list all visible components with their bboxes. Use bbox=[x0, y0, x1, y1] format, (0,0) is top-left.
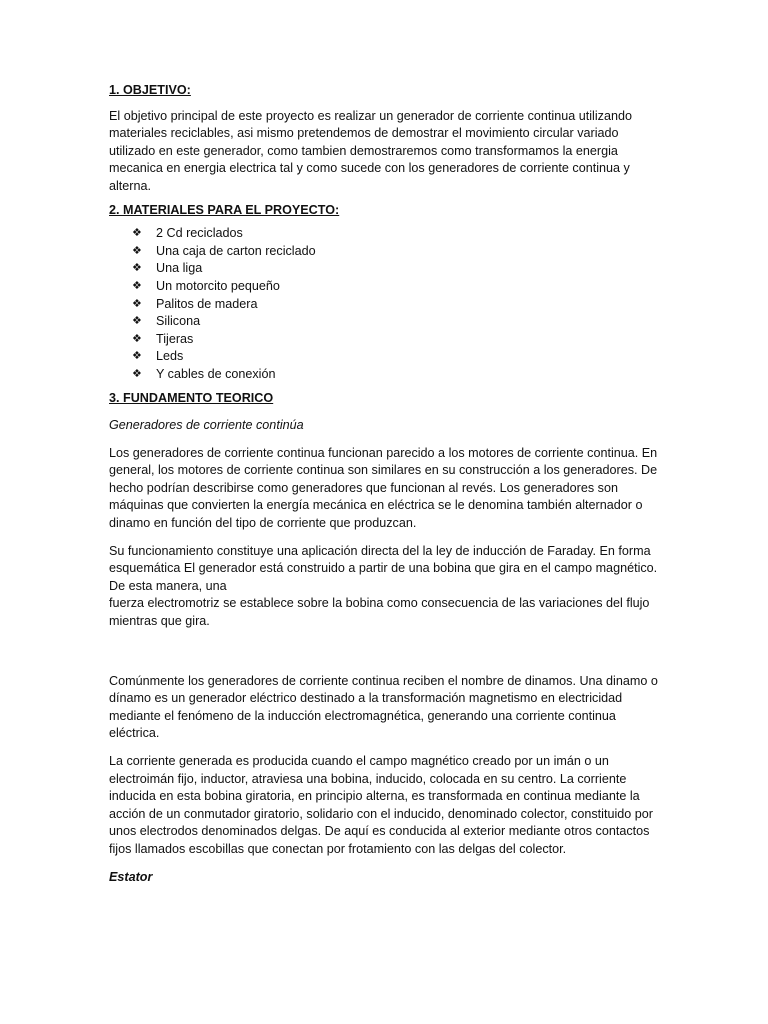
diamond-bullet-icon: ❖ bbox=[132, 315, 142, 328]
section-heading-fundamento: 3. FUNDAMENTO TEORICO bbox=[109, 390, 274, 405]
diamond-bullet-icon: ❖ bbox=[132, 244, 142, 257]
fundamento-paragraph-1: Los generadores de corriente continua funcionan parecido a los motores de corriente continua. En general, los motores de corriente continua son similares en su construcción a los generadores. De hecho podrían describirse como generadores que funcionan al revés. Los generadores son máquinas que convierten la energía mecánica en eléctrica se le denomina también alternador o dinamo en función del tipo de corriente que produzcan. bbox=[109, 445, 658, 531]
diamond-bullet-icon: ❖ bbox=[132, 350, 142, 363]
material-item bbox=[132, 366, 661, 384]
materials-list bbox=[109, 225, 661, 383]
material-item-label: 2 Cd reciclados bbox=[156, 226, 243, 241]
objetivo-paragraph: El objetivo principal de este proyecto es realizar un generador de corriente continua utilizando materiales reciclables, asi mismo pretendemos de demostrar el movimiento circular variado utilizado en este generador, como tambien demostraremos como transformamos la energia mecanica en energia electrica tal y como sucede con los generadores de corriente continua y alterna. bbox=[109, 108, 632, 193]
section-heading-objetivo: 1. OBJETIVO: bbox=[109, 83, 191, 97]
material-item bbox=[132, 243, 661, 261]
diamond-bullet-icon: ❖ bbox=[132, 367, 142, 380]
material-item-label: Silicona bbox=[156, 314, 201, 329]
material-item bbox=[132, 225, 661, 243]
document-page bbox=[109, 82, 661, 886]
fundamento-paragraph-3: Comúnmente los generadores de corriente continua reciben el nombre de dinamos. Una dinamo o dínamo es un generador eléctrico destinado a la transformación magnetismo en electricidad mediante el fenómeno de la inducción electromagnética, generando una corriente continua eléctrica. bbox=[109, 673, 658, 741]
material-item-label: Leds bbox=[156, 349, 184, 364]
diamond-bullet-icon: ❖ bbox=[132, 227, 142, 240]
material-item-label: Una caja de carton reciclado bbox=[156, 243, 316, 258]
diamond-bullet-icon: ❖ bbox=[132, 279, 142, 292]
diamond-bullet-icon: ❖ bbox=[132, 332, 142, 345]
material-item-label: Y cables de conexión bbox=[156, 366, 276, 381]
fundamento-paragraph-2a: Su funcionamiento constituye una aplicación directa del la ley de inducción de Faraday. En forma esquemática El generador está construido a partir de una bobina que gira en el campo magnético. De esta manera, una bbox=[109, 543, 658, 593]
subheading-generadores: Generadores de corriente continúa bbox=[109, 418, 304, 433]
material-item bbox=[132, 313, 661, 331]
section-heading-materiales: 2. MATERIALES PARA EL PROYECTO: bbox=[109, 202, 340, 217]
material-item bbox=[132, 278, 661, 296]
material-item bbox=[132, 260, 661, 278]
fundamento-paragraph-4: La corriente generada es producida cuando el campo magnético creado por un imán o un electroimán fijo, inductor, atraviesa una bobina, inducido, colocada en su centro. La corriente inducida en esta bobina giratoria, en principio alterna, es transformada en continua mediante la acción de un conmutador giratorio, solidario con el inducido, denominado colector, constituido por unos electrodos denominados delgas. De aquí es conducida al exterior mediante otros contactos fijos llamados escobillas que conectan por frotamiento con las delgas del colector. bbox=[109, 754, 653, 856]
subheading-estator: Estator bbox=[109, 869, 153, 884]
material-item-label: Una liga bbox=[156, 261, 203, 276]
diamond-bullet-icon: ❖ bbox=[132, 297, 142, 310]
material-item bbox=[132, 331, 661, 349]
material-item-label: Palitos de madera bbox=[156, 296, 258, 311]
material-item-label: Tijeras bbox=[156, 331, 194, 346]
diamond-bullet-icon: ❖ bbox=[132, 262, 142, 275]
material-item-label: Un motorcito pequeño bbox=[156, 278, 280, 293]
fundamento-paragraph-2b: fuerza electromotriz se establece sobre la bobina como consecuencia de las variaciones del flujo mientras que gira. bbox=[109, 596, 650, 629]
material-item bbox=[132, 348, 661, 366]
material-item bbox=[132, 296, 661, 314]
